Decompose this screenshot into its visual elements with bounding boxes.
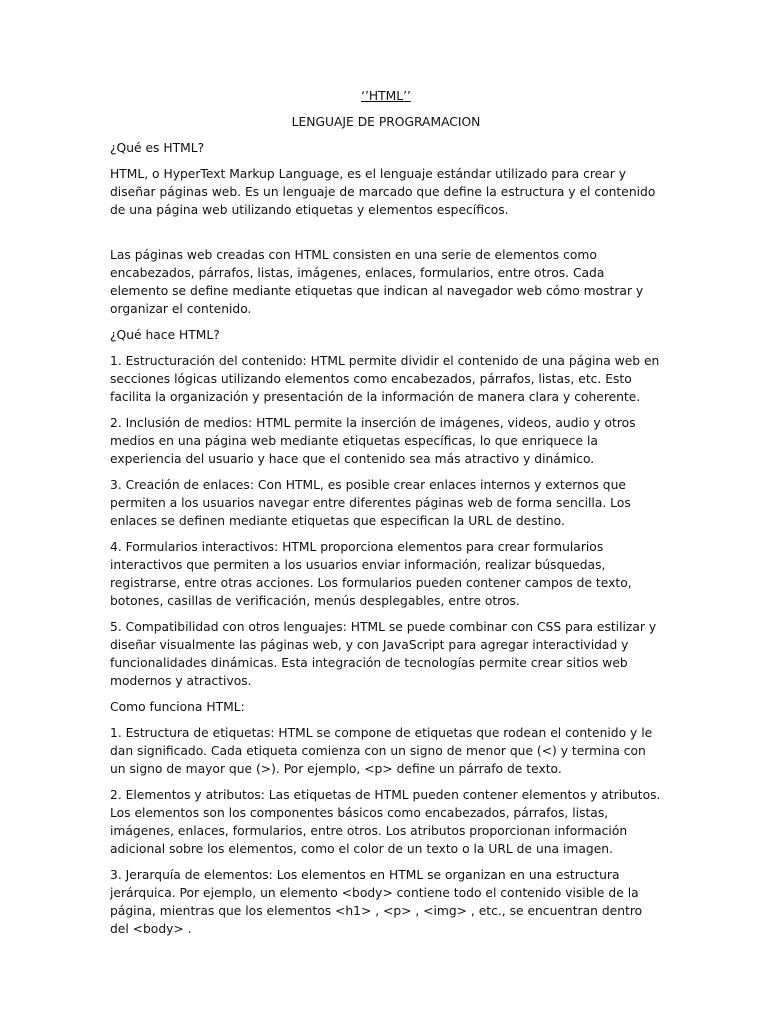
list-item-hierarchy: 3. Jerarquía de elementos: Los elementos en HTML se organizan en una estructura jerárquica. Por ejemplo, un elemento <body> contiene todo el contenido visible de la página, mientras que los elementos <h1> , <p> , <img> , etc., se encuentran dentro del <body> . — [110, 868, 643, 936]
paragraph-definition: HTML, o HyperText Markup Language, es el lenguaje estándar utilizado para crear y diseñar páginas web. Es un lenguaje de marcado que define la estructura y el contenido de una página web utilizando etiquetas y elementos específicos. — [110, 167, 656, 217]
question-what-does-html-do: ¿Qué hace HTML? — [110, 328, 220, 342]
list-item-tags: 1. Estructura de etiquetas: HTML se compone de etiquetas que rodean el contenido y le dan significado. Cada etiqueta comienza con un signo de menor que (<) y termina con un signo de mayor que (>). Por ejemplo, <p> define un párrafo de texto. — [110, 726, 653, 776]
list-item-structure: 1. Estructuración del contenido: HTML permite dividir el contenido de una página web en secciones lógicas utilizando elementos como encabezados, párrafos, listas, etc. Esto facilita la organización y presentación de la información de manera clara y coherente. — [110, 354, 660, 404]
document-body — [110, 87, 662, 946]
question-how-html-works: Como funciona HTML: — [110, 700, 245, 714]
list-item-links: 3. Creación de enlaces: Con HTML, es posible crear enlaces internos y externos que permiten a los usuarios navegar entre diferentes páginas web de forma sencilla. Los enlaces se definen mediante etiquetas que especifican la URL de destino. — [110, 478, 631, 528]
list-item-forms: 4. Formularios interactivos: HTML proporciona elementos para crear formularios interactivos que permiten a los usuarios enviar información, realizar búsquedas, registrarse, entre otras acciones. Los formularios pueden contener campos de texto, botones, casillas de verificación, menús desplegables, entre otros. — [110, 540, 632, 608]
blank-line — [110, 227, 662, 246]
question-what-is-html: ¿Qué es HTML? — [110, 141, 205, 155]
paragraph-elements: Las páginas web creadas con HTML consisten en una serie de elementos como encabezados, párrafos, listas, imágenes, enlaces, formularios, entre otros. Cada elemento se define mediante etiquetas que indican al navegador web cómo mostrar y organizar el contenido. — [110, 248, 644, 316]
list-item-attributes: 2. Elementos y atributos: Las etiquetas de HTML pueden contener elementos y atributos. Los elementos son los componentes básicos como encabezados, párrafos, listas, imágenes, enlaces, formularios, entre otros. Los atributos proporcionan información adicional sobre los elementos, como el color de un texto o la URL de una imagen. — [110, 788, 661, 856]
list-item-media: 2. Inclusión de medios: HTML permite la inserción de imágenes, videos, audio y otros medios en una página web mediante etiquetas específicas, lo que enriquece la experiencia del usuario y hace que el contenido sea más atractivo y dinámico. — [110, 416, 636, 466]
document-title: ‘’HTML’’ — [361, 89, 411, 103]
document-subtitle: LENGUAJE DE PROGRAMACION — [291, 115, 481, 129]
list-item-compatibility: 5. Compatibilidad con otros lenguajes: HTML se puede combinar con CSS para estilizar y diseñar visualmente las páginas web, y con JavaScript para agregar interactividad y funcionalidades dinámicas. Esta integración de tecnologías permite crear sitios web modernos y atractivos. — [110, 620, 657, 688]
